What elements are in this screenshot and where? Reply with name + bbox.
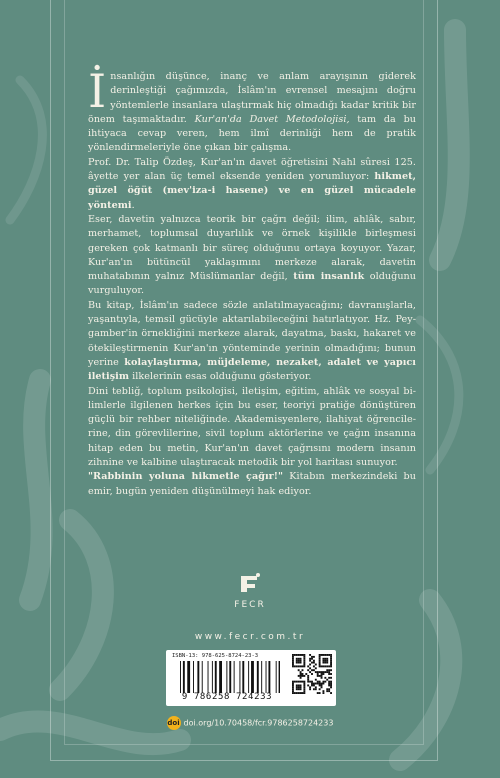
p4-text-b: ilkelerinin esas olduğunu gösteriyor. — [129, 371, 312, 383]
paragraph-5: Dini tebliğ, toplum psikolojisi, iletişim, eğitim, ahlâk ve sosyal bilimlerle ilgilenen herkes için bu eser, teoriyi pratiğe dönüştüren güçlü bir rehber niteliğinde. Akademisyenlere, ilahiyat öğrencilerine, din görevlilerine, sivil toplum aktörlerine ve çağın insanına hitap eden bu metin, Kur'an'ın davet çağrısını modern insanın zihnine ve kalbine ulaştıracak metodik bir yol haritası sunuyor. — [88, 385, 416, 469]
closing-quote: "Rabbinin yoluna hikmetle çağır!" — [88, 471, 284, 483]
isbn-number: 9 786258 724233 — [181, 692, 273, 702]
barcode-box — [166, 650, 336, 706]
p2-bold: hikmet, güzel öğüt (mev'iza-i hasene) ve en güzel mücadele yöntemi — [88, 171, 416, 211]
drop-cap: İ — [88, 64, 107, 118]
doi-text: doi.org/10.70458/fcr.9786258724233 — [183, 718, 334, 728]
p3-bold: tüm insanlık — [293, 271, 365, 283]
publisher-logo — [220, 572, 280, 610]
p1-text-a: nsanlığın düşünce, inanç ve anlam arayışının giderek derinleştiği çağımızda, İslâm'ın evrensel mesajını doğru yöntemlerle insanlara ulaştırmak hiç olmadığı kadar kritik bir önem taşımaktadır. — [88, 71, 416, 125]
doi-badge-icon: doi — [167, 716, 181, 730]
doi-link[interactable] — [0, 716, 500, 730]
description-text — [88, 64, 417, 499]
paragraph-3 — [88, 213, 416, 299]
book-title-inline: Kur'an'da Davet Metodolojisi, — [194, 113, 350, 125]
p4-bold: kolaylaştırma, müjdeleme, nezaket, adalet ve yapıcı iletişim — [88, 356, 416, 383]
website-url: www.fecr.com.tr — [194, 632, 306, 642]
qr-code-icon — [292, 654, 332, 694]
p1-text-b: tam da bu ihtiyaca cevap veren, hem ilmî derinliği hem de pratik yönlendirmeleriyle öne çıkan bir çalışma. — [88, 113, 416, 154]
publisher-name: FECR — [234, 600, 266, 610]
paragraph-4 — [88, 299, 416, 385]
paragraph-6 — [88, 470, 416, 499]
paragraph-1 — [88, 64, 416, 156]
p3-text-a: Eser, davetin yalnızca teorik bir çağrı değil; ilim, ahlâk, sabır, merhamet, toplumsal duyarlılık ve örnek kişilikle birleşmesi gereken çok katmanlı bir süreç olduğunu ortaya koyuyor. Yazar, Kur'an'ın bütüncül yaklaşımını merkeze alarak, davetin muhatabının yalnız Müslümanlar değil, — [88, 213, 416, 283]
paragraph-2 — [88, 156, 416, 213]
p3-text-b: olduğunu vurguluyor. — [88, 271, 417, 297]
p2-text-b: . — [131, 199, 135, 211]
p6-text: Kitabın merkezindeki bu emir, bugün yeniden düşünülmeyi hak ediyor. — [88, 471, 416, 497]
isbn-label: ISBN-13: 978-625-8724-23-3 — [172, 653, 259, 659]
barcode-icon — [180, 661, 280, 693]
p4-text-a: Bu kitap, İslâm'ın sadece sözle anlatılmayacağını; davranışlarla, yaşantıyla, temsil gücüyle aktarılabileceğini hatırlatıyor. Hz. Peygamber'in örnekliğini merkeze alarak, dayatma, baskı, hakaret ve ötekileştirmenin Kur'an'ın yönteminde yerinin olmadığını; bunun yerine — [88, 299, 416, 368]
fecr-logo-icon — [237, 572, 263, 594]
p2-text-a: Prof. Dr. Talip Özdeş, Kur'an'ın davet öğretisini Nahl sûresi 125. âyette yer alan üç temel eksende yeniden yorumluyor: — [88, 156, 416, 183]
